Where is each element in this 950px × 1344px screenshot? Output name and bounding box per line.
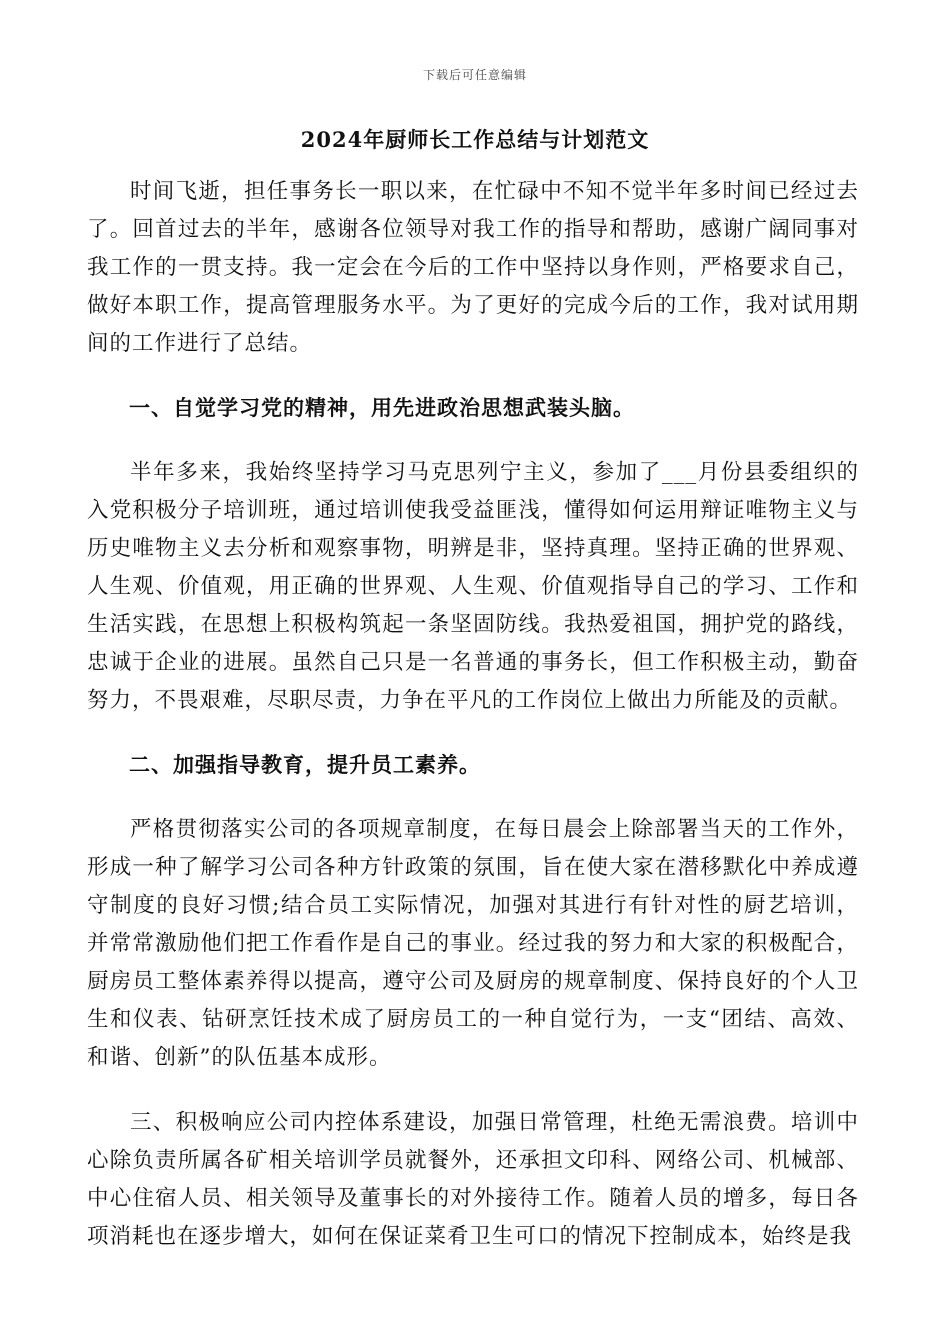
section-2-paragraph: 严格贯彻落实公司的各项规章制度，在每日晨会上除部署当天的工作外，形成一种了解学习公司各种方针政策的氛围，旨在使大家在潜移默化中养成遵守制度的良好习惯;结合员工实际情况，加强对其进行有针对性的厨艺培训，并常常激励他们把工作看作是自己的事业。经过我的努力和大家的积极配合，厨房员工整体素养得以提高，遵守公司及厨房的规章制度、保持良好的个人卫生和仪表、钻研烹饪技术成了厨房员工的一种自觉行为，一支“团结、高效、和谐、创新”的队伍基本成形。 <box>87 817 859 1070</box>
document-body <box>87 173 859 1256</box>
section-1-paragraph: 半年多来，我始终坚持学习马克思列宁主义，参加了___月份县委组织的入党积极分子培训班，通过培训使我受益匪浅，懂得如何运用辩证唯物主义与历史唯物主义去分析和观察事物，明辨是非，坚持真理。坚持正确的世界观、人生观、价值观，用正确的世界观、人生观、价值观指导自己的学习、工作和生活实践，在思想上积极构筑起一条坚固防线。我热爱祖国，拥护党的路线，忠诚于企业的进展。虽然自己只是一名普通的事务长，但工作积极主动，勤奋努力，不畏艰难，尽职尽责，力争在平凡的工作岗位上做出力所能及的贡献。 <box>87 460 859 713</box>
section-heading-1: 一、自觉学习党的精神，用先进政治思想武装头脑。 <box>129 395 635 420</box>
section-3-paragraph: 三、积极响应公司内控体系建设，加强日常管理，杜绝无需浪费。培训中心除负责所属各矿相关培训学员就餐外，还承担文印科、网络公司、机械部、中心住宿人员、相关领导及董事长的对外接待工作。随着人员的增多，每日各项消耗也在逐步增大，如何在保证菜肴卫生可口的情况下控制成本，始终是我 <box>87 1110 859 1249</box>
document-title: 2024年厨师长工作总结与计划范文 <box>300 127 650 152</box>
header-note: 下载后可任意编辑 <box>422 68 527 82</box>
intro-paragraph: 时间飞逝，担任事务长一职以来，在忙碌中不知不觉半年多时间已经过去了。回首过去的半年，感谢各位领导对我工作的指导和帮助，感谢广阔同事对我工作的一贯支持。我一定会在今后的工作中坚持以身作则，严格要求自己，做好本职工作，提高管理服务水平。为了更好的完成今后的工作，我对试用期间的工作进行了总结。 <box>87 179 859 356</box>
section-heading-2: 二、加强指导教育，提升员工素养。 <box>129 752 481 777</box>
